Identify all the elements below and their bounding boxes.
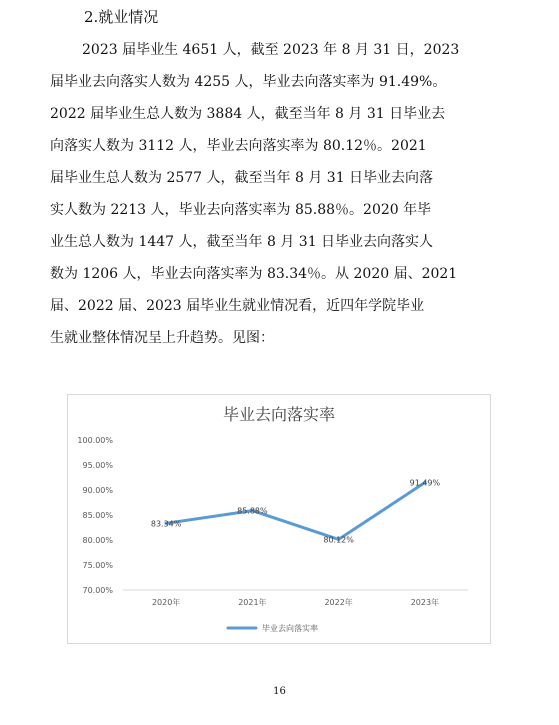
employment-paragraph — [50, 34, 516, 354]
paragraph-line: 实人数为 2213 人，毕业去向落实率为 85.88％。2020 年毕 — [50, 202, 432, 218]
data-label: 83.34% — [150, 519, 182, 529]
chart-title: 毕业去向落实率 — [222, 405, 336, 424]
paragraph-line: 向落实人数为 3112 人，毕业去向落实率为 80.12％。2021 — [50, 138, 427, 154]
chart-canvas — [68, 395, 490, 643]
paragraph-line: 数为 1206 人，毕业去向落实率为 83.34％。从 2020 届、2021 — [50, 266, 458, 282]
x-tick-label: 2022年 — [324, 598, 353, 607]
paragraph-line: 届、2022 届、2023 届毕业生就业情况看，近四年学院毕业 — [50, 298, 425, 314]
x-tick-label: 2023年 — [410, 598, 440, 607]
series-layer — [151, 479, 441, 545]
series-line — [166, 483, 425, 540]
paragraph-line: 届毕业去向落实人数为 4255 人，毕业去向落实率为 91.49%。 — [50, 74, 447, 90]
page-number: 16 — [273, 686, 286, 697]
paragraph-line: 2022 届毕业生总人数为 3884 人，截至当年 8 月 31 日毕业去 — [50, 106, 446, 122]
x-axis — [152, 597, 439, 607]
data-label: 85.88% — [237, 506, 268, 516]
data-label: 80.12% — [323, 535, 354, 545]
data-label: 91.49% — [409, 478, 441, 488]
paragraph-line: 生就业整体情况呈上升趋势。见图： — [50, 330, 274, 346]
y-tick-label: 100.00% — [77, 436, 113, 445]
x-tick-label: 2020年 — [151, 598, 181, 607]
x-tick-label: 2021年 — [238, 598, 267, 607]
paragraph-line: 业生总人数为 1447 人，截至当年 8 月 31 日毕业去向落实人 — [50, 234, 434, 250]
paragraph-line: 届毕业生总人数为 2577 人，截至当年 8 月 31 日毕业去向落 — [50, 170, 434, 186]
y-tick-label: 75.00% — [82, 561, 113, 570]
y-tick-label: 90.00% — [82, 486, 113, 495]
line-chart — [67, 394, 491, 644]
y-tick-label: 70.00% — [82, 586, 113, 595]
legend — [228, 623, 318, 633]
legend-label: 毕业去向落实率 — [262, 624, 318, 633]
y-tick-label: 80.00% — [82, 536, 113, 545]
y-tick-label: 95.00% — [82, 461, 113, 470]
y-tick-label: 85.00% — [82, 511, 113, 520]
section-heading: 2.就业情况 — [84, 8, 159, 26]
y-axis — [77, 436, 113, 595]
paragraph-line: 2023 届毕业生 4651 人，截至 2023 年 8 月 31 日，2023 — [82, 42, 460, 58]
